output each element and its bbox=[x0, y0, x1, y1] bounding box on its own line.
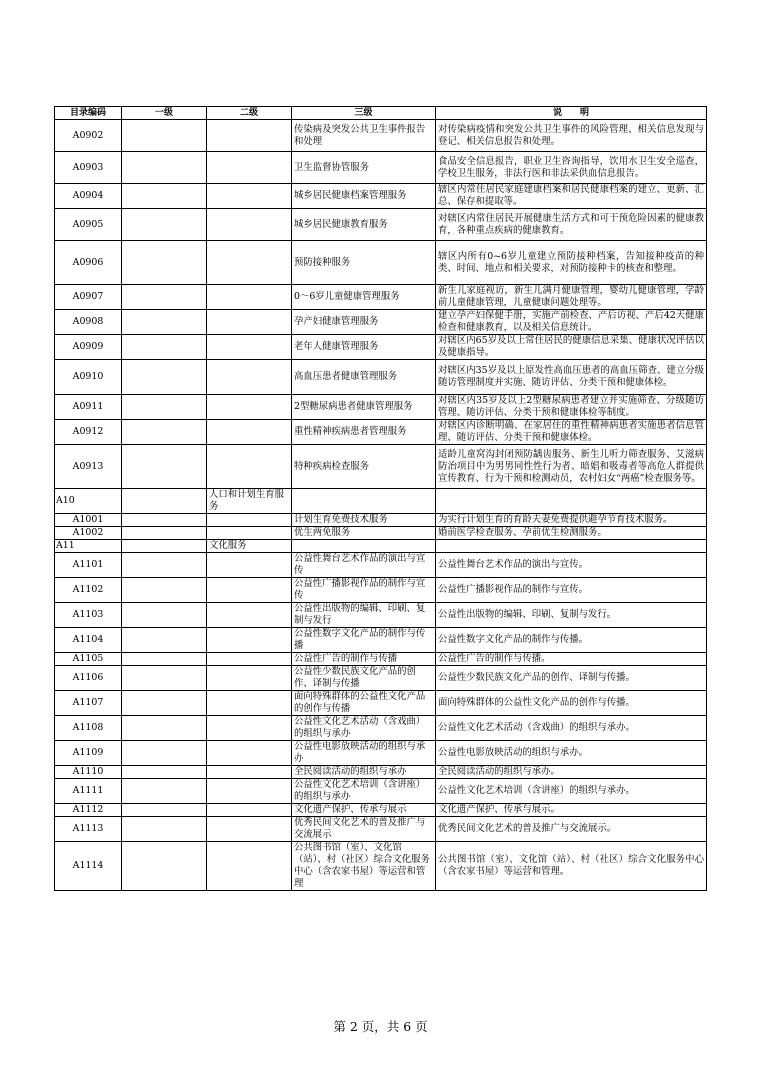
level1-cell bbox=[122, 766, 207, 779]
description-cell: 食品安全信息报告，职业卫生咨询指导，饮用水卫生安全巡查，学校卫生服务，非法行医和非法采供血信息报告。 bbox=[436, 152, 707, 184]
code-cell: A1114 bbox=[55, 842, 122, 891]
level3-cell: 城乡居民健康档案管理服务 bbox=[292, 184, 436, 209]
level3-cell: 优生两免服务 bbox=[292, 527, 436, 540]
level3-cell: 公益性出版物的编辑、印刷、复制与发行 bbox=[292, 603, 436, 628]
code-cell: A0913 bbox=[55, 445, 122, 489]
level1-cell bbox=[122, 445, 207, 489]
code-cell: A0908 bbox=[55, 310, 122, 335]
table-row bbox=[55, 310, 707, 335]
level1-cell bbox=[122, 817, 207, 842]
level2-cell bbox=[207, 514, 292, 527]
description-cell: 为实行计划生育的育龄夫妻免费提供避孕节育技术服务。 bbox=[436, 514, 707, 527]
level1-cell bbox=[122, 741, 207, 766]
code-cell: A1112 bbox=[55, 804, 122, 817]
level1-cell bbox=[122, 335, 207, 360]
catalog-table bbox=[54, 106, 707, 891]
description-cell: 文化遗产保护、传承与展示。 bbox=[436, 804, 707, 817]
description-cell: 公共图书馆（室）、文化馆（站）、村（社区）综合文化服务中心（含农家书屋）等运营和管理。 bbox=[436, 842, 707, 891]
level1-cell bbox=[122, 420, 207, 445]
table-row bbox=[55, 420, 707, 445]
code-cell: A0911 bbox=[55, 395, 122, 420]
level2-cell: 文化服务 bbox=[207, 540, 292, 553]
table-row bbox=[55, 553, 707, 578]
level3-cell bbox=[292, 489, 436, 514]
code-cell: A1001 bbox=[55, 514, 122, 527]
code-cell: A0909 bbox=[55, 335, 122, 360]
description-cell bbox=[436, 540, 707, 553]
level2-cell: 人口和计划生育服务 bbox=[207, 489, 292, 514]
level2-cell bbox=[207, 603, 292, 628]
level3-cell: 计划生育免费技术服务 bbox=[292, 514, 436, 527]
description-cell: 面向特殊群体的公益性文化产品的创作与传播。 bbox=[436, 691, 707, 716]
level2-cell bbox=[207, 335, 292, 360]
level3-cell: 重性精神疾病患者管理服务 bbox=[292, 420, 436, 445]
description-cell: 辖区内所有0~6岁儿童建立预防接种档案，告知接种疫苗的种类、时间、地点和相关要求，对预防接种卡的核查和整理。 bbox=[436, 241, 707, 285]
table-row bbox=[55, 285, 707, 310]
description-cell: 对辖区内35岁及以上原发性高血压患者的高血压筛查、建立分级随访管理制度并实施、随访评估、分类干预和健康体检。 bbox=[436, 360, 707, 395]
level2-cell bbox=[207, 691, 292, 716]
table-row bbox=[55, 445, 707, 489]
description-cell: 全民阅读活动的组织与承办。 bbox=[436, 766, 707, 779]
header-level2: 二级 bbox=[207, 107, 292, 120]
level1-cell bbox=[122, 285, 207, 310]
table-row bbox=[55, 716, 707, 741]
table-row bbox=[55, 779, 707, 804]
description-cell: 对辖区内65岁及以上常住居民的健康信息采集、健康状况评估以及健康指导。 bbox=[436, 335, 707, 360]
level1-cell bbox=[122, 360, 207, 395]
level2-cell bbox=[207, 120, 292, 152]
level1-cell bbox=[122, 804, 207, 817]
level3-cell: 0～6岁儿童健康管理服务 bbox=[292, 285, 436, 310]
level1-cell bbox=[122, 653, 207, 666]
description-cell: 公益性广播影视作品的制作与宣传。 bbox=[436, 578, 707, 603]
description-cell: 公益性出版物的编辑、印刷、复制与发行。 bbox=[436, 603, 707, 628]
code-cell: A1105 bbox=[55, 653, 122, 666]
level1-cell bbox=[122, 120, 207, 152]
level2-cell bbox=[207, 395, 292, 420]
code-cell: A1107 bbox=[55, 691, 122, 716]
table-row bbox=[55, 120, 707, 152]
code-cell: A1110 bbox=[55, 766, 122, 779]
level2-cell bbox=[207, 209, 292, 241]
level1-cell bbox=[122, 666, 207, 691]
level1-cell bbox=[122, 691, 207, 716]
table-row bbox=[55, 184, 707, 209]
header-description: 说 明 bbox=[436, 107, 707, 120]
code-cell: A0902 bbox=[55, 120, 122, 152]
level2-cell bbox=[207, 804, 292, 817]
table-row bbox=[55, 241, 707, 285]
level3-cell: 公益性少数民族文化产品的创作、译制与传播 bbox=[292, 666, 436, 691]
code-cell: A0907 bbox=[55, 285, 122, 310]
level1-cell bbox=[122, 310, 207, 335]
level3-cell: 2型糖尿病患者健康管理服务 bbox=[292, 395, 436, 420]
description-cell: 对辖区内35岁及以上2型糖尿病患者建立并实施筛查、分级随访管理、随访评估、分类干预和健康体检等制度。 bbox=[436, 395, 707, 420]
code-cell: A1108 bbox=[55, 716, 122, 741]
header-level3: 三级 bbox=[292, 107, 436, 120]
code-cell: A1109 bbox=[55, 741, 122, 766]
level2-cell bbox=[207, 445, 292, 489]
code-cell: A1002 bbox=[55, 527, 122, 540]
table-row bbox=[55, 691, 707, 716]
header-code: 目录编码 bbox=[55, 107, 122, 120]
level2-cell bbox=[207, 152, 292, 184]
level3-cell: 公益性舞台艺术作品的演出与宣传 bbox=[292, 553, 436, 578]
level1-cell bbox=[122, 209, 207, 241]
header-level1: 一级 bbox=[122, 107, 207, 120]
description-cell: 公益性少数民族文化产品的创作、译制与传播。 bbox=[436, 666, 707, 691]
description-cell: 公益性电影放映活动的组织与承办。 bbox=[436, 741, 707, 766]
page-footer: 第 2 页，共 6 页 bbox=[333, 1019, 428, 1034]
level2-cell bbox=[207, 766, 292, 779]
level1-cell bbox=[122, 628, 207, 653]
level3-cell: 公益性电影放映活动的组织与承办 bbox=[292, 741, 436, 766]
level1-cell bbox=[122, 603, 207, 628]
level2-cell bbox=[207, 741, 292, 766]
level2-cell bbox=[207, 553, 292, 578]
description-cell: 对传染病疫情和突发公共卫生事件的风险管理、相关信息发现与登记、相关信息报告和处理。 bbox=[436, 120, 707, 152]
code-cell: A1113 bbox=[55, 817, 122, 842]
table-row bbox=[55, 603, 707, 628]
level1-cell bbox=[122, 716, 207, 741]
level3-cell: 传染病及突发公共卫生事件报告和处理 bbox=[292, 120, 436, 152]
description-cell: 公益性舞台艺术作品的演出与宣传。 bbox=[436, 553, 707, 578]
table-header-row bbox=[55, 107, 707, 120]
level1-cell bbox=[122, 578, 207, 603]
level3-cell: 预防接种服务 bbox=[292, 241, 436, 285]
table-row bbox=[55, 804, 707, 817]
level1-cell bbox=[122, 779, 207, 804]
code-cell: A0912 bbox=[55, 420, 122, 445]
table-row bbox=[55, 395, 707, 420]
level1-cell bbox=[122, 514, 207, 527]
level3-cell: 公益性文化艺术活动（含戏曲）的组织与承办 bbox=[292, 716, 436, 741]
description-cell: 公益性数字文化产品的制作与传播。 bbox=[436, 628, 707, 653]
level3-cell: 高血压患者健康管理服务 bbox=[292, 360, 436, 395]
table-row bbox=[55, 817, 707, 842]
table-row bbox=[55, 209, 707, 241]
level3-cell: 全民阅读活动的组织与承办 bbox=[292, 766, 436, 779]
level3-cell: 城乡居民健康教育服务 bbox=[292, 209, 436, 241]
table-row bbox=[55, 360, 707, 395]
description-cell: 对辖区内常住居民开展健康生活方式和可干预危险因素的健康教育，各种重点疾病的健康教育。 bbox=[436, 209, 707, 241]
level2-cell bbox=[207, 310, 292, 335]
level2-cell bbox=[207, 527, 292, 540]
code-cell: A1101 bbox=[55, 553, 122, 578]
level3-cell: 特种疾病检查服务 bbox=[292, 445, 436, 489]
level3-cell: 公益性文化艺术培训（含讲座）的组织与承办 bbox=[292, 779, 436, 804]
level2-cell bbox=[207, 779, 292, 804]
level3-cell: 公益性广告的制作与传播 bbox=[292, 653, 436, 666]
description-cell: 公益性广告的制作与传播。 bbox=[436, 653, 707, 666]
level1-cell bbox=[122, 184, 207, 209]
code-cell: A0904 bbox=[55, 184, 122, 209]
table-row bbox=[55, 653, 707, 666]
level1-cell bbox=[122, 395, 207, 420]
table-body bbox=[55, 120, 707, 891]
level1-cell bbox=[122, 489, 207, 514]
level3-cell: 卫生监督协管服务 bbox=[292, 152, 436, 184]
level1-cell bbox=[122, 241, 207, 285]
description-cell: 对辖区内诊断明确、在家居住的重性精神病患者实施患者信息管理、随访评估、分类干预和健康体检。 bbox=[436, 420, 707, 445]
description-cell: 公益性文化艺术活动（含戏曲）的组织与承办。 bbox=[436, 716, 707, 741]
level1-cell bbox=[122, 527, 207, 540]
level2-cell bbox=[207, 842, 292, 891]
level2-cell bbox=[207, 184, 292, 209]
code-cell: A1103 bbox=[55, 603, 122, 628]
description-cell: 新生儿家庭视访，新生儿满月健康管理，婴幼儿健康管理，学龄前儿童健康管理，儿童健康问题处理等。 bbox=[436, 285, 707, 310]
description-cell: 公益性文化艺术培训（含讲座）的组织与承办。 bbox=[436, 779, 707, 804]
level3-cell: 文化遗产保护、传承与展示 bbox=[292, 804, 436, 817]
code-cell: A0905 bbox=[55, 209, 122, 241]
table-row bbox=[55, 152, 707, 184]
level3-cell bbox=[292, 540, 436, 553]
table-row bbox=[55, 842, 707, 891]
level2-cell bbox=[207, 653, 292, 666]
code-cell: A1111 bbox=[55, 779, 122, 804]
code-cell: A0910 bbox=[55, 360, 122, 395]
code-cell: A1106 bbox=[55, 666, 122, 691]
level3-cell: 公益性数字文化产品的制作与传播 bbox=[292, 628, 436, 653]
level2-cell bbox=[207, 285, 292, 310]
table-row bbox=[55, 628, 707, 653]
code-cell: A1102 bbox=[55, 578, 122, 603]
description-cell: 适龄儿童窝沟封闭预防龋齿服务、新生儿听力筛查服务、艾滋病防治项目中为男男同性性行为者、暗娼和吸毒者等高危人群提供宣传教育、行为干预和检测动员，农村妇女“两癌”检查服务等。 bbox=[436, 445, 707, 489]
level3-cell: 孕产妇健康管理服务 bbox=[292, 310, 436, 335]
table-row bbox=[55, 766, 707, 779]
description-cell: 优秀民间文化艺术的普及推广与交流展示。 bbox=[436, 817, 707, 842]
code-cell: A0906 bbox=[55, 241, 122, 285]
description-cell: 建立孕产妇保健手册，实施产前检查、产后访视、产后42天健康检查和健康教育，以及相关信息统计。 bbox=[436, 310, 707, 335]
level2-cell bbox=[207, 578, 292, 603]
code-cell: A10 bbox=[55, 489, 122, 514]
level2-cell bbox=[207, 241, 292, 285]
level1-cell bbox=[122, 553, 207, 578]
level2-cell bbox=[207, 666, 292, 691]
table-row bbox=[55, 527, 707, 540]
description-cell bbox=[436, 489, 707, 514]
table-row bbox=[55, 666, 707, 691]
level2-cell bbox=[207, 360, 292, 395]
level2-cell bbox=[207, 628, 292, 653]
level3-cell: 公共图书馆（室）、文化馆（站）、村（社区）综合文化服务中心（含农家书屋）等运营和管理 bbox=[292, 842, 436, 891]
level3-cell: 老年人健康管理服务 bbox=[292, 335, 436, 360]
code-cell: A0903 bbox=[55, 152, 122, 184]
level2-cell bbox=[207, 716, 292, 741]
level3-cell: 公益性广播影视作品的制作与宣传 bbox=[292, 578, 436, 603]
level3-cell: 优秀民间文化艺术的普及推广与交流展示 bbox=[292, 817, 436, 842]
level3-cell: 面向特殊群体的公益性文化产品的创作与传播 bbox=[292, 691, 436, 716]
table-row bbox=[55, 540, 707, 553]
description-cell: 辖区内常住居民家庭建康档案和居民健康档案的建立、更新、汇总、保存和提取等。 bbox=[436, 184, 707, 209]
level2-cell bbox=[207, 420, 292, 445]
level1-cell bbox=[122, 152, 207, 184]
table-row bbox=[55, 578, 707, 603]
level1-cell bbox=[122, 842, 207, 891]
level1-cell bbox=[122, 540, 207, 553]
level2-cell bbox=[207, 817, 292, 842]
table-row bbox=[55, 489, 707, 514]
table-row bbox=[55, 741, 707, 766]
table-row bbox=[55, 514, 707, 527]
table-row bbox=[55, 335, 707, 360]
code-cell: A11 bbox=[55, 540, 122, 553]
description-cell: 婚前医学检查服务、孕前优生检测服务。 bbox=[436, 527, 707, 540]
code-cell: A1104 bbox=[55, 628, 122, 653]
